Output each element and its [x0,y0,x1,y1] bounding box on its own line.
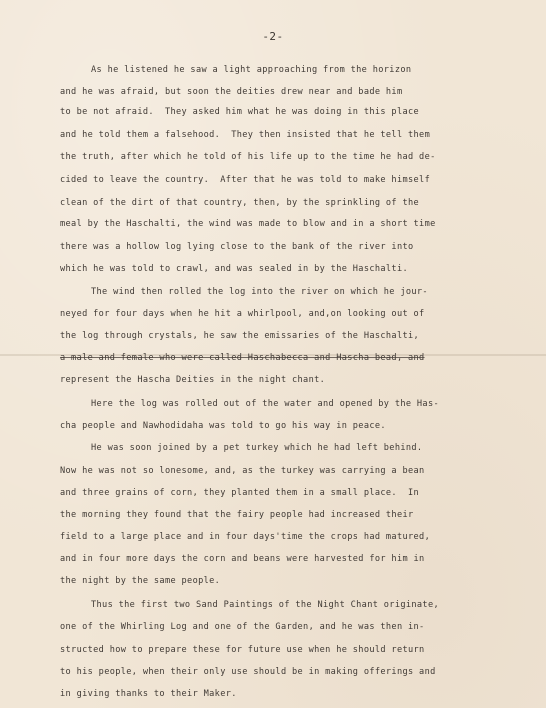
page-number: -2- [262,30,284,43]
text-line: The wind then rolled the log into the river on which he jour- [91,287,428,297]
text-line: represent the Hascha Deities in the night chant. [60,375,326,385]
text-line: one of the Whirling Log and one of the Garden, and he was then in- [60,622,425,632]
text-line: meal by the Haschalti, the wind was made to blow and in a short time [60,219,436,229]
text-line: and he was afraid, but soon the deities drew near and bade him [60,87,403,97]
text-line: which he was told to crawl, and was sealed in by the Haschalti. [60,264,409,274]
text-line: neyed for four days when he hit a whirlpool, and,on looking out of [60,309,425,319]
text-line: cha people and Nawhodidaha was told to go his way in peace. [60,421,386,431]
text-line: Now he was not so lonesome, and, as the turkey was carrying a bean [60,466,425,476]
text-line: structed how to prepare these for future use when he should return [60,645,425,655]
text-line: the log through crystals, he saw the emissaries of the Haschalti, [60,331,420,341]
text-line: clean of the dirt of that country, then, by the sprinkling of the [60,198,420,208]
text-line: cided to leave the country. After that he was told to make himself [60,175,431,185]
text-line: there was a hollow log lying close to the bank of the river into [60,242,414,252]
text-line: Thus the first two Sand Paintings of the Night Chant originate, [91,600,440,610]
text-line: the night by the same people. [60,576,221,586]
text-line: As he listened he saw a light approaching from the horizon [91,65,412,75]
text-line: and in four more days the corn and beans were harvested for him in [60,554,425,564]
text-line: He was soon joined by a pet turkey which he had left behind. [91,443,423,453]
text-line: a male and female who were called Haschabecca and Hascha bead, and [60,353,425,363]
text-line: and he told them a falsehood. They then insisted that he tell them [60,130,431,140]
text-line: to his people, when their only use should be in making offerings and [60,667,436,677]
text-line: field to a large place and in four days'time the crops had matured, [60,532,431,542]
text-line: the truth, after which he told of his life up to the time he had de- [60,152,436,162]
text-line: to be not afraid. They asked him what he was doing in this place [60,107,420,117]
text-line: and three grains of corn, they planted them in a small place. In [60,488,420,498]
text-line: the morning they found that the fairy people had increased their [60,510,414,520]
text-line: in giving thanks to their Maker. [60,689,237,699]
text-line: Here the log was rolled out of the water and opened by the Has- [91,399,440,409]
